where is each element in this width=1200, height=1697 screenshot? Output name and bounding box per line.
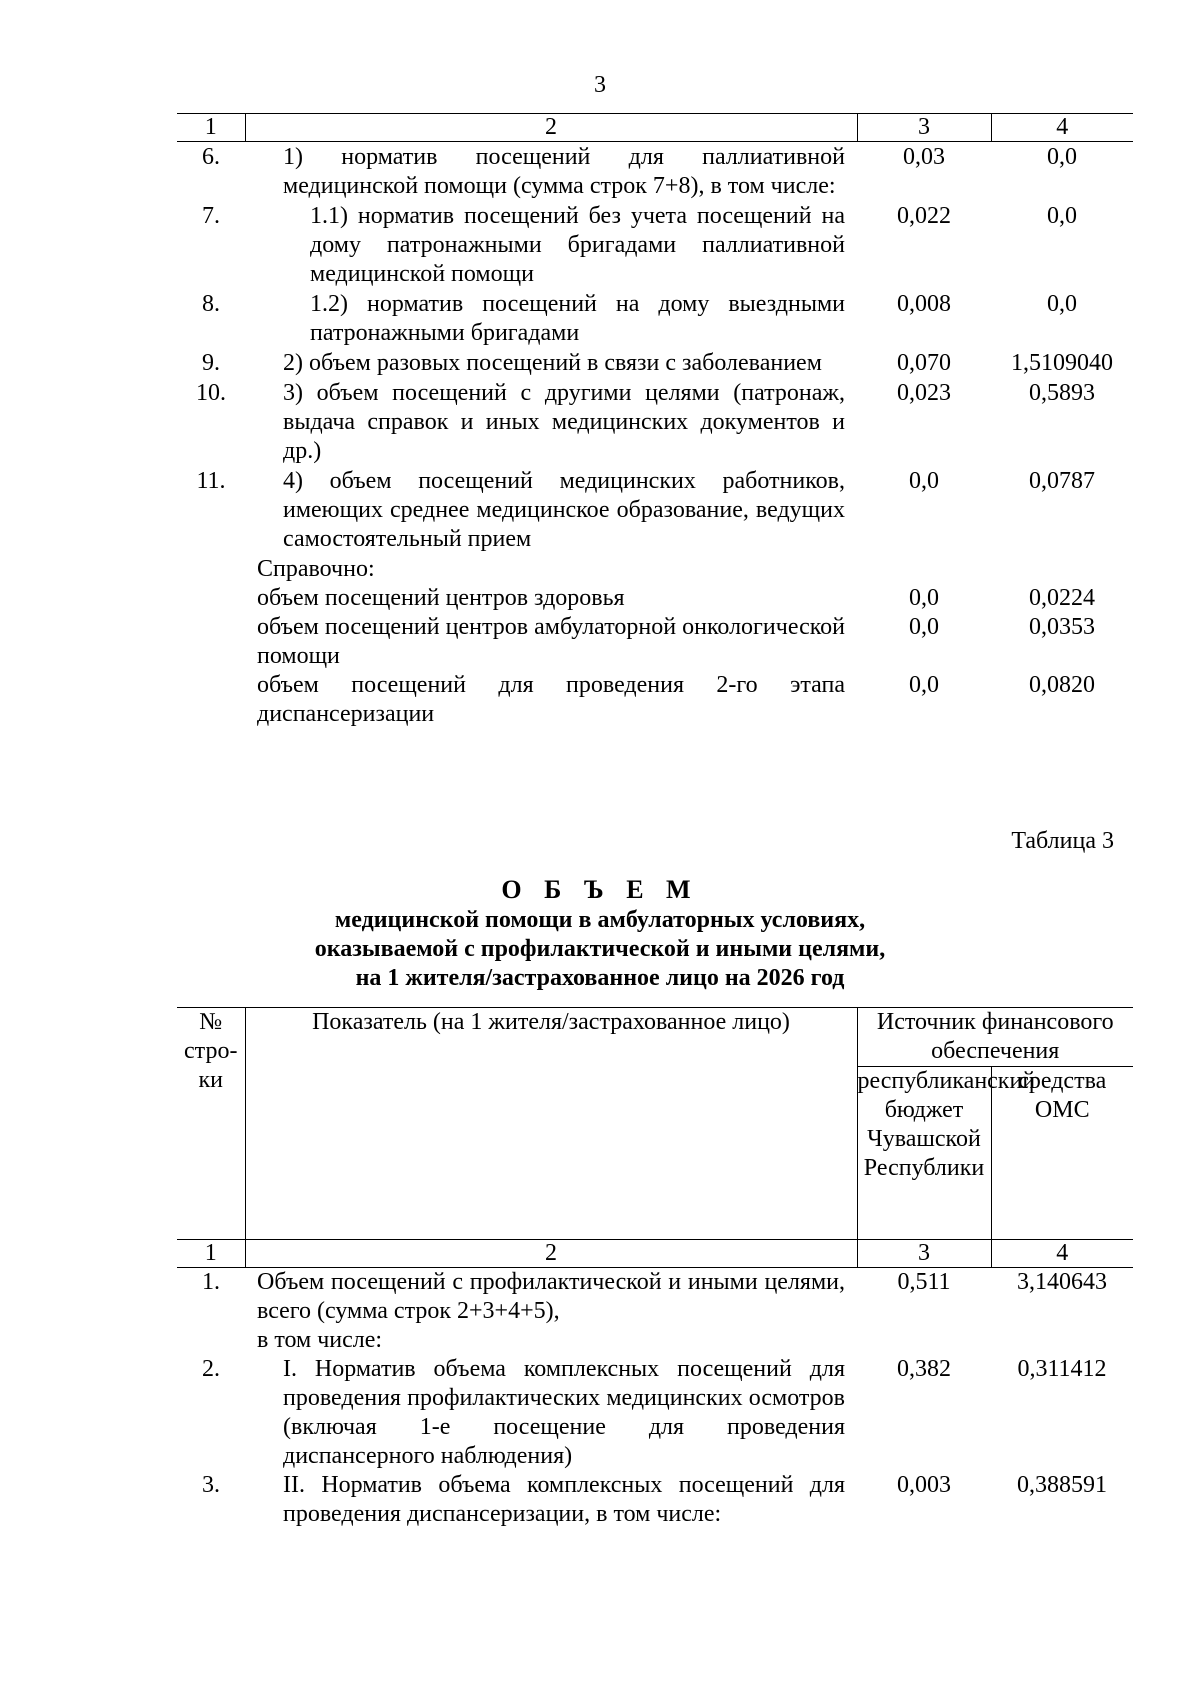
oms-value: 1,5109040: [1011, 350, 1113, 376]
reference-label: Справочно:: [257, 556, 375, 582]
reference-indicator: объем посещений для проведения 2-го этапа диспансеризации: [257, 672, 845, 727]
header-budget: республиканский бюджет Чувашской Республики: [857, 1067, 991, 1240]
reference-row: [177, 613, 1133, 671]
header-indicator: Показатель (на 1 жителя/застрахованное лицо): [245, 1008, 857, 1240]
header-funding-source: Источник финансового обеспечения: [857, 1008, 1133, 1067]
column-number: 3: [857, 114, 991, 142]
budget-value: 0,0: [909, 614, 939, 640]
row-indicator-subtext: в том числе:: [257, 1327, 383, 1353]
title-line: медицинской помощи в амбулаторных условиях,: [334, 907, 866, 933]
page-number: 3: [594, 72, 606, 98]
oms-value: 0,388591: [1017, 1472, 1107, 1498]
budget-value: 0,008: [897, 291, 951, 317]
row-indicator: II. Норматив объема комплексных посещений для проведения диспансеризации, в том числе:: [283, 1472, 845, 1527]
oms-value: 0,0: [1047, 144, 1077, 170]
title-line: на 1 жителя/застрахованное лицо на 2026 год: [355, 965, 845, 991]
row-indicator: 1.1) норматив посещений без учета посещений на дому патронажными бригадами паллиативной медицинской помощи: [310, 203, 845, 287]
budget-value: 0,003: [897, 1472, 951, 1498]
oms-value: 0,0820: [1029, 672, 1095, 698]
row-number: 3.: [202, 1472, 220, 1498]
title-heading: О Б Ъ Е М: [501, 875, 699, 904]
reference-label-row: [177, 554, 1133, 584]
column-number: 4: [991, 114, 1133, 142]
row-indicator: I. Норматив объема комплексных посещений для проведения профилактических медицинских осмотров (включая 1-е посещение для проведения диспансерного наблюдения): [283, 1356, 845, 1469]
oms-value: 0,0353: [1029, 614, 1095, 640]
table-label: Таблица 3: [1011, 828, 1114, 854]
column-number: 2: [245, 114, 857, 142]
column-number: 1: [177, 1240, 245, 1268]
oms-value: 0,0224: [1029, 585, 1095, 611]
reference-indicator: объем посещений центров амбулаторной онкологической помощи: [257, 614, 845, 669]
row-number: 7.: [202, 203, 220, 229]
budget-value: 0,022: [897, 203, 951, 229]
column-number: 1: [177, 114, 245, 142]
oms-value: 0,0: [1047, 203, 1077, 229]
row-indicator: [245, 1268, 857, 1356]
oms-value: 0,0787: [1029, 468, 1095, 494]
row-number: 9.: [202, 350, 220, 376]
budget-value: 0,0: [909, 468, 939, 494]
oms-value: 0,5893: [1029, 380, 1095, 406]
oms-value: 0,0: [1047, 291, 1077, 317]
budget-value: 0,0: [909, 672, 939, 698]
row-indicator: 4) объем посещений медицинских работников, имеющих среднее медицинское образование, ведущих самостоятельный прием: [283, 468, 845, 552]
table-row: [177, 142, 1133, 202]
budget-value: 0,0: [909, 585, 939, 611]
budget-value: 0,03: [903, 144, 945, 170]
header-row: [177, 1008, 1133, 1067]
row-number: 10.: [196, 380, 226, 406]
header-oms: средства ОМС: [991, 1067, 1133, 1240]
column-number: 4: [991, 1240, 1133, 1268]
table-row: [177, 348, 1133, 378]
row-indicator: 2) объем разовых посещений в связи с заболеванием: [283, 350, 822, 376]
reference-row: [177, 671, 1133, 729]
volume-table-continued: [177, 113, 1133, 729]
row-number: 11.: [196, 468, 226, 494]
budget-value: 0,023: [897, 380, 951, 406]
header-row-number: № стро-ки: [177, 1008, 245, 1240]
volume-table-3: [177, 1007, 1133, 1529]
title-line: оказываемой с профилактической и иными целями,: [314, 936, 886, 962]
row-number: 8.: [202, 291, 220, 317]
column-number-row: [177, 114, 1133, 142]
table-row: [177, 378, 1133, 466]
reference-indicator: объем посещений центров здоровья: [257, 585, 625, 611]
row-indicator-text: Объем посещений с профилактической и иными целями, всего (сумма строк 2+3+4+5),: [257, 1269, 845, 1324]
row-indicator: 3) объем посещений с другими целями (патронаж, выдача справок и иных медицинских документов и др.): [283, 380, 845, 464]
table-row: [177, 1471, 1133, 1529]
table-row: [177, 201, 1133, 289]
row-number: 6.: [202, 144, 220, 170]
column-number-row: [177, 1240, 1133, 1268]
table-row: [177, 1268, 1133, 1356]
table-title: [0, 875, 1200, 993]
column-number: 3: [857, 1240, 991, 1268]
table-row: [177, 466, 1133, 554]
budget-value: 0,511: [897, 1269, 951, 1295]
row-number: 1.: [202, 1269, 220, 1295]
budget-value: 0,382: [897, 1356, 951, 1382]
row-number: 2.: [202, 1356, 220, 1382]
budget-value: 0,070: [897, 350, 951, 376]
row-indicator: 1) норматив посещений для паллиативной медицинской помощи (сумма строк 7+8), в том числе:: [283, 144, 845, 199]
table-row: [177, 289, 1133, 348]
row-indicator: 1.2) норматив посещений на дому выездными патронажными бригадами: [310, 291, 845, 346]
reference-row: [177, 584, 1133, 613]
column-number: 2: [245, 1240, 857, 1268]
oms-value: 3,140643: [1017, 1269, 1107, 1295]
table-row: [177, 1355, 1133, 1471]
oms-value: 0,311412: [1017, 1356, 1107, 1382]
